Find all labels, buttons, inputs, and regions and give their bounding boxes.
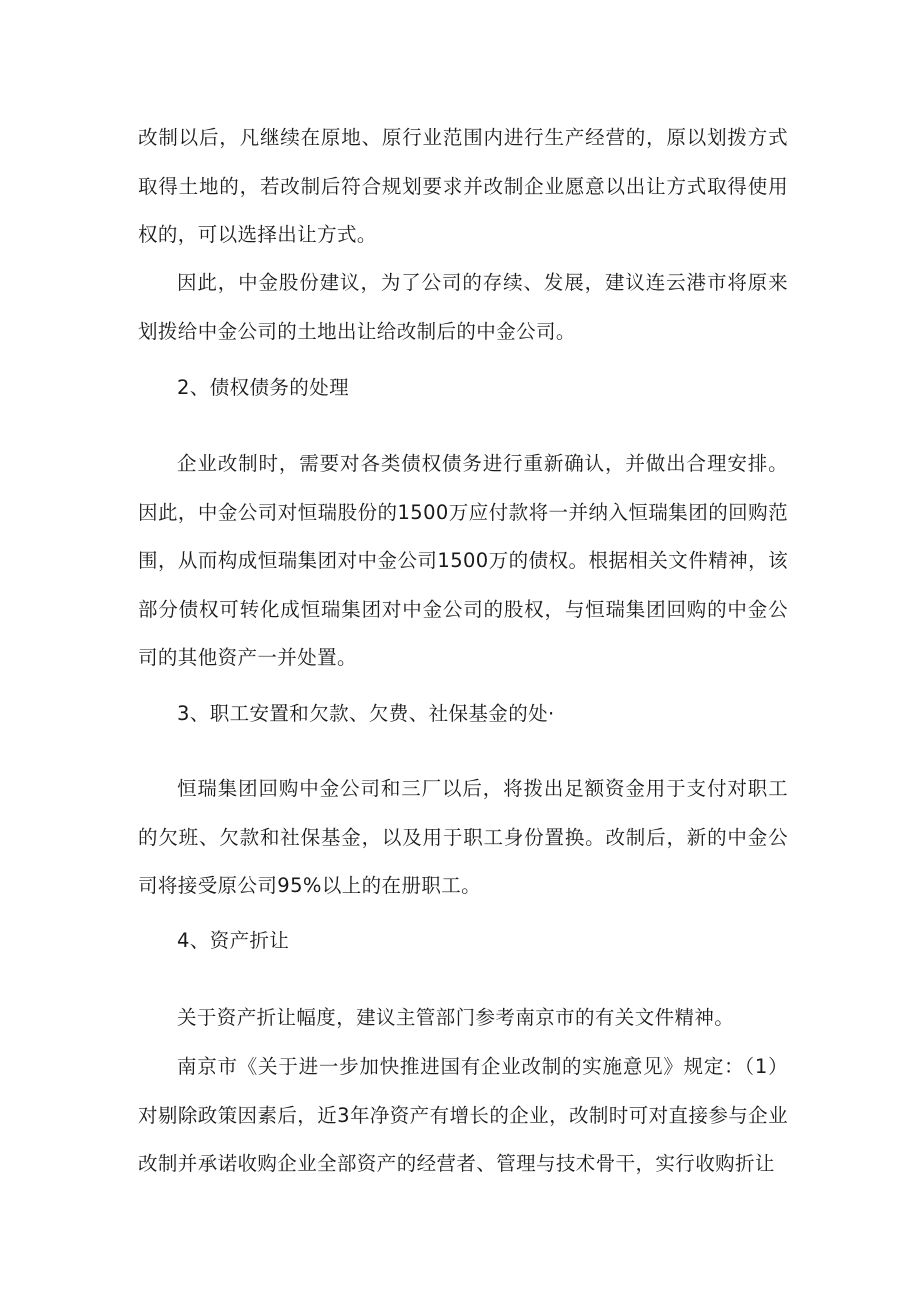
paragraph-recommendation: 因此，中金股份建议，为了公司的存续、发展，建议连云港市将原来划拨给中金公司的土地出让给改制后的中金公司。 [138, 271, 788, 343]
paragraph-staff: 恒瑞集团回购中金公司和三厂以后，将拨出足额资金用于支付对职工的欠班、欠款和社保基金，以及用于职工身份置换。改制后，新的中金公司将接受原公司95%以上的在册职工。 [138, 777, 788, 897]
paragraph-asset-discount: 关于资产折让幅度，建议主管部门参考南京市的有关文件精神。 [177, 1006, 735, 1029]
section-heading-staff: 3、职工安置和欠款、欠费、社保基金的处· [177, 702, 555, 725]
paragraph-land-transfer: 改制以后，凡继续在原地、原行业范围内进行生产经营的，原以划拨方式取得土地的，若改制后符合规划要求并改制企业愿意以出让方式取得使用权的，可以选择出让方式。 [138, 126, 788, 246]
paragraph-debt: 企业改制时，需要对各类债权债务进行重新确认，并做出合理安排。因此，中金公司对恒瑞股份的1500万应付款将一并纳入恒瑞集团的回购范围，从而构成恒瑞集团对中金公司1500万的债权。根据相关文件精神，该部分债权可转化成恒瑞集团对中金公司的股权，与恒瑞集团回购的中金公司的其他资产一并处置。 [138, 452, 788, 669]
section-heading-debt: 2、债权债务的处理 [177, 376, 350, 399]
paragraph-nanjing-policy: 南京市《关于进一步加快推进国有企业改制的实施意见》规定：（1）对剔除政策因素后，近3年净资产有增长的企业，改制时可对直接参与企业改制并承诺收购企业全部资产的经营者、管理与技术骨干，实行收购折让 [138, 1055, 788, 1175]
section-heading-asset-discount: 4、资产折让 [177, 929, 290, 952]
